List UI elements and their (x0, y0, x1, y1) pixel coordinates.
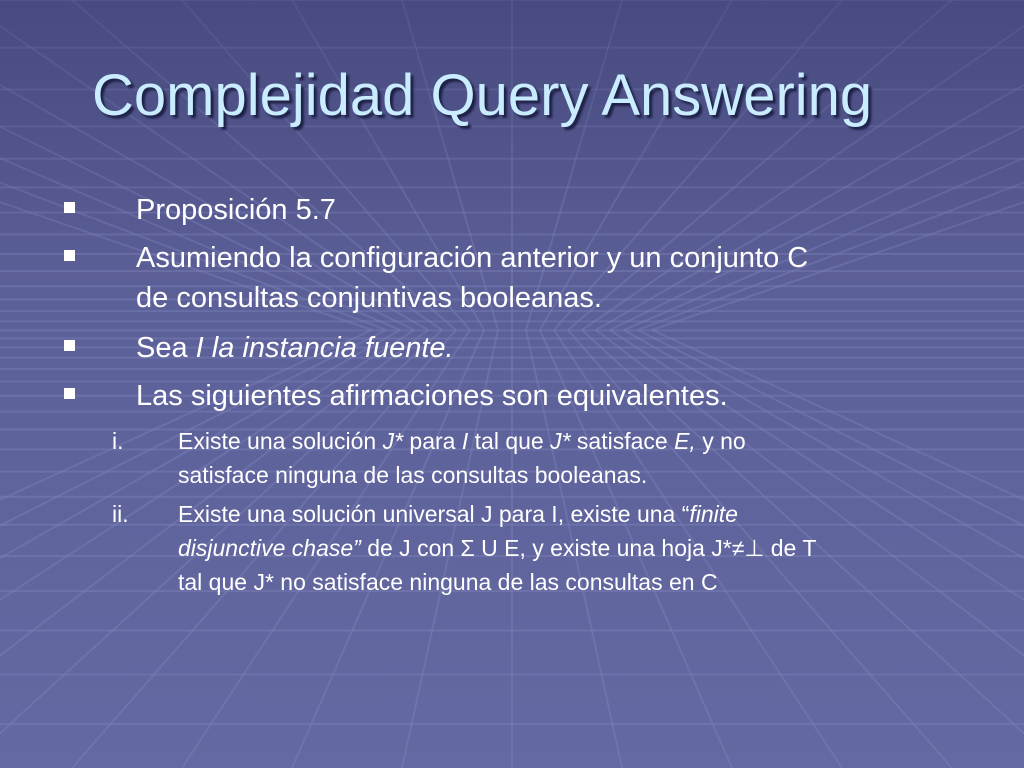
bullet-item (136, 376, 956, 416)
square-bullet-icon (64, 388, 75, 399)
item-text-line: tal que J* no satisface ninguna de las consultas en C (178, 569, 718, 595)
item-text-line (178, 531, 978, 565)
numbered-item (112, 424, 978, 492)
text-run-italic: finite (689, 501, 738, 527)
text-run: para (403, 428, 462, 454)
text-run-italic: J* (550, 428, 571, 454)
item-text-line (178, 424, 978, 458)
numbered-item (112, 497, 978, 599)
text-run: Existe una solución (178, 428, 383, 454)
bullet-text: Las siguientes afirmaciones son equivalentes. (136, 380, 728, 412)
text-run: tal que (468, 428, 551, 454)
bullet-item (136, 190, 956, 230)
item-text-line (178, 497, 978, 531)
text-run: y no (695, 428, 746, 454)
bullet-item (136, 328, 956, 368)
text-run-italic: J* (382, 428, 404, 454)
slide-title: Complejidad Query Answering (92, 63, 873, 128)
text-run: satisface (570, 428, 675, 454)
text-run-italic: I (461, 428, 469, 454)
text-run: Existe una solución universal J para I, existe una “ (178, 501, 690, 527)
bullet-text: Proposición 5.7 (136, 194, 336, 226)
item-number: ii. (112, 501, 129, 527)
item-text-line: satisface ninguna de las consultas booleanas. (178, 462, 648, 488)
bullet-text-italic: I la instancia fuente. (195, 332, 454, 364)
square-bullet-icon (64, 250, 75, 261)
text-run: de J con Σ U E, y existe una hoja J*≠⊥ de T (360, 535, 817, 561)
bullet-text-line: de consultas conjuntivas booleanas. (136, 282, 602, 314)
square-bullet-icon (64, 340, 75, 351)
bullet-text: Sea (136, 332, 196, 364)
item-number: i. (112, 428, 124, 454)
square-bullet-icon (64, 202, 75, 213)
text-run-italic: E, (674, 428, 696, 454)
bullet-text-line: Asumiendo la configuración anterior y un conjunto C (136, 242, 809, 274)
text-run-italic: disjunctive chase” (178, 535, 361, 561)
bullet-item (136, 238, 956, 318)
